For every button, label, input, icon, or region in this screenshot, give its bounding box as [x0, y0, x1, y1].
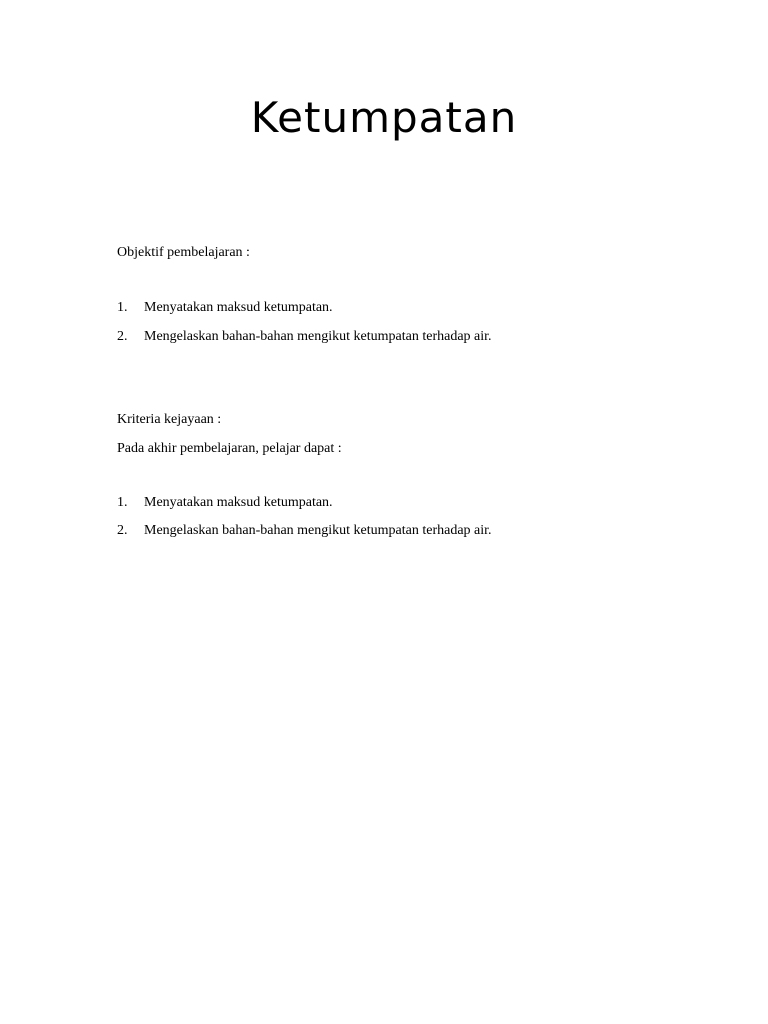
- criteria-text-2: Mengelaskan bahan-bahan mengikut ketumpatan terhadap air.: [144, 523, 492, 538]
- objectives-heading: Objektif pembelajaran :: [117, 245, 250, 260]
- criteria-item-1: [117, 494, 333, 512]
- criteria-item-2: [117, 522, 492, 540]
- criteria-text-1: Menyatakan maksud ketumpatan.: [144, 495, 333, 510]
- objective-item-2: [117, 328, 492, 346]
- objective-item-1: [117, 299, 333, 317]
- page-title: Ketumpatan: [250, 93, 518, 142]
- objective-number-2: 2.: [117, 329, 128, 344]
- objective-text-2: Mengelaskan bahan-bahan mengikut ketumpatan terhadap air.: [144, 329, 492, 344]
- criteria-intro: Pada akhir pembelajaran, pelajar dapat :: [117, 441, 342, 456]
- objective-text-1: Menyatakan maksud ketumpatan.: [144, 300, 333, 315]
- objective-number-1: 1.: [117, 300, 128, 315]
- criteria-number-1: 1.: [117, 495, 128, 510]
- criteria-number-2: 2.: [117, 523, 128, 538]
- criteria-heading: Kriteria kejayaan :: [117, 412, 222, 427]
